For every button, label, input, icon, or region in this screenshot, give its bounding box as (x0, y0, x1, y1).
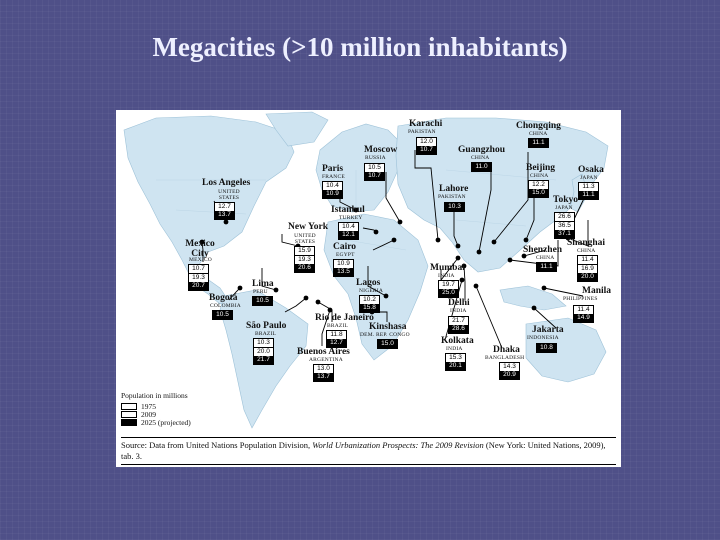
value-1975-shanghai: 11.4 (578, 256, 597, 264)
value-box-karachi (416, 137, 437, 155)
value-box-rio-de-janeiro (326, 330, 347, 348)
value-2025-cairo: 13.5 (334, 268, 353, 276)
city-name-osaka: Osaka (578, 165, 604, 175)
city-name-lahore: Lahore (439, 184, 469, 194)
city-name-new-york: New York (288, 222, 329, 232)
value-2009-moscow: 10.5 (365, 164, 384, 172)
city-marker-chongqing (492, 240, 497, 245)
value-box-lima (252, 296, 273, 306)
city-name-shanghai: Shanghai (567, 238, 606, 248)
city-name-kolkata: Kolkata (441, 336, 474, 346)
value-box-beijing (528, 180, 549, 198)
value-2009-cairo: 10.9 (334, 260, 353, 268)
city-name-los-angeles: Los Angeles (202, 178, 251, 188)
value-2025-dhaka: 20.9 (500, 371, 519, 379)
value-2009-osaka: 11.3 (579, 183, 598, 191)
source-suffix: (New York: United Nations, 2009), tab. 3. (121, 440, 606, 461)
country-name-delhi: INDIA (450, 308, 467, 314)
value-2025-rio-de-janeiro: 12.7 (327, 339, 346, 347)
city-marker-kolkata (460, 278, 465, 283)
country-name-moscow: RUSSIA (365, 155, 386, 161)
value-2009-karachi: 12.0 (417, 138, 436, 146)
city-marker-dhaka (474, 284, 479, 289)
country-name-shanghai: CHINA (577, 248, 596, 254)
value-2009-dhaka: 14.3 (500, 363, 519, 371)
country-name-lima: PERU (253, 289, 268, 295)
value-box-kolkata (445, 353, 466, 371)
country-name-sao-paulo: BRAZIL (255, 331, 277, 337)
value-2025-new-york: 20.6 (295, 264, 314, 272)
source-note (121, 440, 616, 462)
country-name-new-york: UNITED STATES (294, 233, 316, 245)
megacities-map-figure (116, 110, 621, 467)
city-marker-lagos (384, 294, 389, 299)
city-marker-rio-de-janeiro (316, 300, 321, 305)
value-2025-kolkata: 20.1 (446, 362, 465, 370)
country-name-cairo: EGYPT (336, 252, 355, 258)
legend-label-2009: 2009 (141, 409, 156, 419)
value-1975-new-york: 15.9 (295, 247, 314, 255)
city-marker-sao-paulo (304, 296, 309, 301)
city-name-delhi: Delhi (448, 298, 470, 308)
country-name-kolkata: INDIA (446, 346, 463, 352)
value-box-istanbul (338, 222, 359, 240)
country-name-istanbul: TURKEY (339, 215, 363, 221)
value-box-bogota (212, 310, 233, 320)
city-name-lagos: Lagos (356, 278, 381, 288)
value-2025-lima: 10.5 (253, 297, 272, 305)
value-2025-lagos: 15.8 (360, 304, 379, 312)
value-2025-paris: 10.9 (323, 190, 342, 198)
value-box-lahore (444, 202, 465, 212)
value-box-sao-paulo (253, 338, 274, 365)
legend-label-1975: 1975 (141, 401, 156, 411)
country-name-lahore: PAKISTAN (438, 194, 466, 200)
value-box-dhaka (499, 362, 520, 380)
value-2025-lahore: 10.3 (445, 203, 464, 211)
country-name-dhaka: BANGLADESH (485, 355, 525, 361)
value-2025-chongqing: 11.1 (529, 139, 548, 147)
legend-swatch-white (121, 403, 137, 410)
city-marker-moscow (398, 220, 403, 225)
value-2009-beijing: 12.2 (529, 181, 548, 189)
value-box-cairo (333, 259, 354, 277)
value-2009-rio-de-janeiro: 11.8 (327, 331, 346, 339)
value-2025-moscow: 10.7 (365, 172, 384, 180)
country-name-los-angeles: UNITED STATES (218, 189, 240, 201)
value-box-mumbai (438, 280, 459, 298)
value-box-paris (322, 181, 343, 199)
country-name-mexico-city: MEXICO (189, 257, 212, 263)
city-marker-guangzhou (477, 250, 482, 255)
source-bottom-divider (121, 464, 616, 465)
value-2009-sao-paulo: 20.0 (254, 347, 273, 356)
city-marker-lima (274, 288, 279, 293)
city-marker-los-angeles (224, 220, 229, 225)
city-name-jakarta: Jakarta (532, 325, 564, 335)
city-name-moscow: Moscow (364, 145, 398, 155)
city-name-dhaka: Dhaka (493, 345, 520, 355)
value-box-shenzhen (536, 262, 557, 272)
city-marker-buenos-aires (328, 308, 333, 313)
city-name-guangzhou: Guangzhou (458, 145, 505, 155)
slide-title: Megacities (>10 million inhabitants) (152, 32, 568, 62)
value-2009-los-angeles: 12.7 (215, 203, 234, 211)
value-1975-sao-paulo: 10.3 (254, 339, 273, 347)
city-name-lima: Lima (252, 279, 274, 289)
value-box-kinshasa (377, 339, 398, 349)
city-name-mumbai: Mumbai (430, 263, 465, 273)
value-2025-guangzhou: 11.0 (472, 163, 491, 171)
value-2025-karachi: 10.7 (417, 146, 436, 154)
city-marker-beijing (524, 238, 529, 243)
country-name-tokyo: JAPAN (555, 205, 573, 211)
value-2025-bogota: 10.5 (213, 311, 232, 319)
value-2025-osaka: 11.1 (579, 191, 598, 199)
value-box-new-york (294, 246, 315, 273)
country-name-bogota: COLOMBIA (210, 303, 241, 309)
city-marker-istanbul (374, 230, 379, 235)
value-2009-paris: 10.4 (323, 182, 342, 190)
value-2009-mumbai: 19.7 (439, 281, 458, 289)
value-2009-kolkata: 15.3 (446, 354, 465, 362)
country-name-lagos: NIGERIA (359, 288, 384, 294)
city-name-shenzhen: Shenzhen (523, 245, 563, 255)
value-2025-jakarta: 10.8 (537, 344, 556, 352)
city-name-sao-paulo: São Paulo (246, 321, 287, 331)
source-prefix: Source: Data from United Nations Population Division, (121, 440, 313, 450)
country-name-shenzhen: CHINA (536, 255, 555, 261)
value-box-moscow (364, 163, 385, 181)
value-box-buenos-aires (313, 364, 334, 382)
value-2025-istanbul: 12.1 (339, 231, 358, 239)
source-divider (121, 437, 616, 438)
value-2025-manila: 14.9 (574, 314, 593, 322)
value-2025-mexico-city: 20.7 (189, 282, 208, 290)
value-box-tokyo (554, 212, 575, 239)
value-box-manila (573, 305, 594, 323)
value-1975-mexico-city: 10.7 (189, 265, 208, 273)
value-2025-beijing: 15.0 (529, 189, 548, 197)
value-box-chongqing (528, 138, 549, 148)
city-name-chongqing: Chongqing (516, 121, 561, 131)
value-box-osaka (578, 182, 599, 200)
country-name-osaka: JAPAN (580, 175, 598, 181)
source-title: World Urbanization Prospects: The 2009 Revision (312, 440, 484, 450)
city-name-karachi: Karachi (409, 119, 443, 129)
city-name-bogota: Bogotá (209, 293, 238, 303)
value-box-mexico-city (188, 264, 209, 291)
country-name-guangzhou: CHINA (471, 155, 490, 161)
value-box-shanghai (577, 255, 598, 282)
country-name-jakarta: INDONESIA (527, 335, 559, 341)
value-2025-tokyo: 37.1 (555, 230, 574, 238)
value-2009-lagos: 10.2 (360, 296, 379, 304)
city-name-istanbul: Istanbul (331, 205, 365, 215)
city-name-cairo: Cairo (333, 242, 357, 252)
city-marker-bogota (238, 286, 243, 291)
value-2009-shanghai: 16.9 (578, 264, 597, 273)
city-marker-cairo (392, 238, 397, 243)
country-name-buenos-aires: ARGENTINA (309, 357, 343, 363)
value-2025-shanghai: 20.0 (578, 273, 597, 281)
value-box-jakarta (536, 343, 557, 353)
value-2025-los-angeles: 13.7 (215, 211, 234, 219)
value-2009-istanbul: 10.4 (339, 223, 358, 231)
value-1975-tokyo: 26.6 (555, 213, 574, 221)
value-2025-delhi: 28.6 (449, 325, 468, 333)
city-name-beijing: Beijing (526, 163, 556, 173)
value-box-lagos (359, 295, 380, 313)
country-name-karachi: PAKISTAN (408, 129, 436, 135)
value-2009-tokyo: 36.5 (555, 221, 574, 230)
value-2025-shenzhen: 11.1 (537, 263, 556, 271)
city-marker-mumbai (456, 256, 461, 261)
value-2009-delhi: 21.7 (449, 317, 468, 325)
city-name-mexico-city: Mexico City (185, 239, 215, 259)
legend-item-2025 (121, 418, 191, 426)
value-box-delhi (448, 316, 469, 334)
country-name-rio-de-janeiro: BRAZIL (327, 323, 349, 329)
city-name-buenos-aires: Buenos Aires (297, 347, 350, 357)
legend-swatch-black (121, 419, 137, 426)
country-name-manila: PHILIPPINES (563, 296, 598, 302)
city-name-manila: Manila (582, 286, 612, 296)
city-marker-jakarta (532, 306, 537, 311)
value-2025-buenos-aires: 13.7 (314, 373, 333, 381)
city-marker-karachi (436, 238, 441, 243)
country-name-beijing: CHINA (530, 173, 549, 179)
country-name-mumbai: INDIA (438, 273, 455, 279)
value-2009-new-york: 19.3 (295, 255, 314, 264)
value-2025-kinshasa: 15.0 (378, 340, 397, 348)
legend-label-2025: 2025 (projected) (141, 417, 191, 427)
value-2009-manila: 11.4 (574, 306, 593, 314)
city-name-rio-de-janeiro: Rio de Janeiro (315, 313, 374, 323)
country-name-kinshasa: DEM. REP. CONGO (360, 332, 410, 338)
city-marker-manila (542, 286, 547, 291)
legend-swatch-outlined (121, 411, 137, 418)
value-2025-sao-paulo: 21.7 (254, 356, 273, 364)
city-name-kinshasa: Kinshasa (369, 322, 407, 332)
legend-title: Population in millions (121, 391, 188, 400)
country-name-paris: FRANCE (322, 174, 345, 180)
city-name-tokyo: Tokyo (553, 195, 578, 205)
city-name-paris: Paris (322, 164, 344, 174)
value-box-guangzhou (471, 162, 492, 172)
value-box-los-angeles (214, 202, 235, 220)
value-2025-mumbai: 25.0 (439, 289, 458, 297)
value-2009-mexico-city: 19.3 (189, 273, 208, 282)
country-name-chongqing: CHINA (529, 131, 548, 137)
city-marker-shanghai (508, 258, 513, 263)
city-marker-lahore (456, 244, 461, 249)
map-legend (121, 391, 191, 426)
value-2009-buenos-aires: 13.0 (314, 365, 333, 373)
